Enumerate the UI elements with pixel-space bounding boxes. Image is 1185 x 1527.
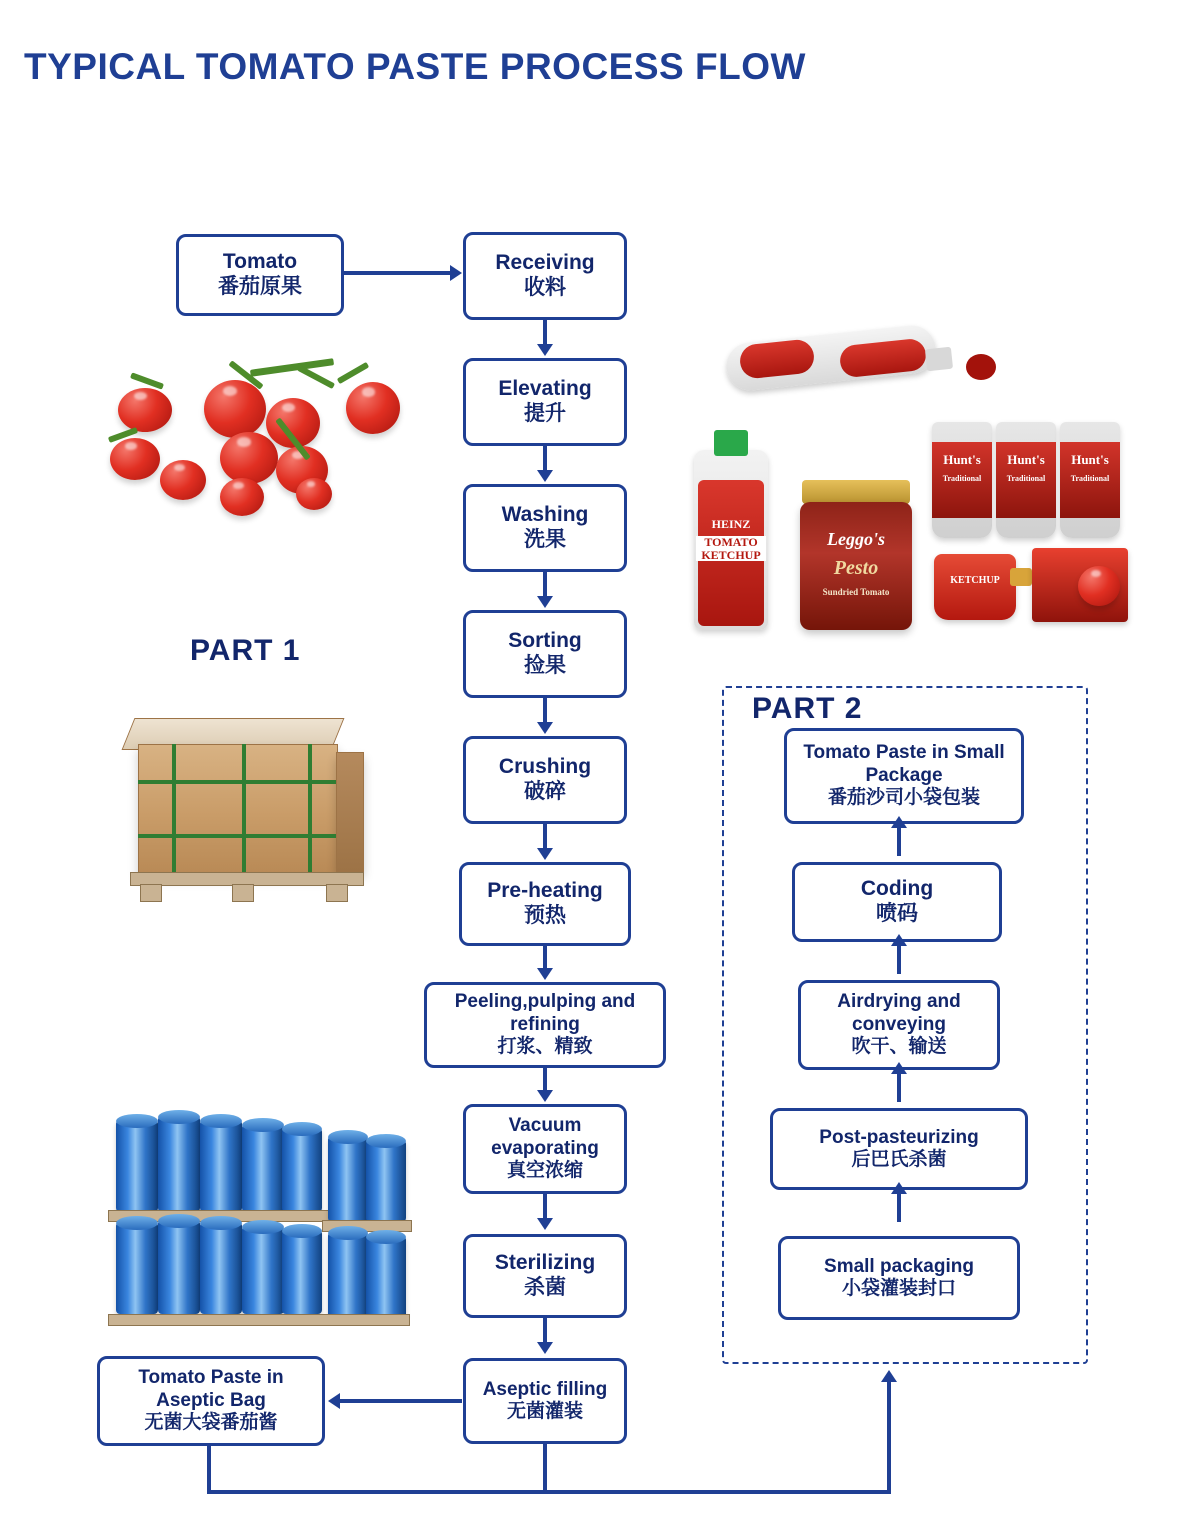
connector-sorting-crushing [543, 698, 547, 724]
node-peeling-zh: 打浆、精致 [497, 1036, 593, 1058]
arrow-sorting-crushing [537, 722, 553, 734]
jar-lid [802, 480, 910, 504]
node-crushing-en: Crushing [498, 755, 592, 779]
node-vacuum-en: Vacuum evaporating [491, 1115, 599, 1159]
node-small-packaging[interactable] [778, 1236, 1020, 1320]
node-sorting-en: Sorting [508, 629, 582, 653]
tomato-products-image: HEINZ TOMATO KETCHUP Leggo's Pesto Sundried Tomato Hunt's Traditional Hunt's Traditional Hunt's Traditional KETCHUP [680, 330, 1150, 660]
node-aseptic-filling-zh: 无菌灌装 [506, 1401, 583, 1422]
node-receiving[interactable] [463, 232, 627, 320]
node-washing-zh: 洗果 [524, 528, 566, 551]
connector-sterilizing-aseptic-filling [543, 1318, 547, 1344]
node-airdrying-zh: 吹干、输送 [851, 1036, 947, 1058]
arrow-washing-sorting [537, 596, 553, 608]
node-aseptic-filling[interactable] [463, 1358, 627, 1444]
connector-receiving-elevating [543, 320, 547, 346]
node-airdrying-en: Airdrying and conveying [837, 991, 961, 1035]
node-receiving-zh: 收料 [524, 276, 566, 299]
connector-preheating-peeling [543, 946, 547, 970]
node-peeling-en: Peeling,pulping and refining [454, 991, 636, 1035]
arrow-filling-bag [328, 1393, 340, 1409]
connector-tomato-receiving [344, 271, 451, 275]
node-washing-en: Washing [501, 503, 589, 527]
pouch-3: Hunt's Traditional [1060, 422, 1120, 538]
arrow-crushing-preheating [537, 848, 553, 860]
node-elevating-zh: 提升 [524, 402, 566, 425]
pouch-1: Hunt's Traditional [932, 422, 992, 538]
connector-bottom-horizontal [207, 1490, 891, 1494]
node-preheating-en: Pre-heating [487, 879, 603, 903]
carton-box-image [120, 718, 370, 908]
node-post-pasteurizing-zh: 后巴氏杀菌 [851, 1149, 947, 1170]
node-coding-zh: 喷码 [876, 902, 918, 925]
node-sterilizing-zh: 杀菌 [524, 1276, 566, 1299]
node-small-package-en: Tomato Paste in Small Package [803, 742, 1005, 786]
node-post-pasteurizing-en: Post-pasteurizing [819, 1126, 979, 1148]
connector-filling-down [543, 1444, 547, 1494]
connector-washing-sorting [543, 572, 547, 598]
connector-bag-down [207, 1444, 211, 1494]
node-coding[interactable] [792, 862, 1002, 942]
node-crushing-zh: 破碎 [524, 780, 566, 803]
node-small-packaging-zh: 小袋灌装封口 [841, 1278, 956, 1299]
spout-pouch [934, 554, 1016, 620]
node-vacuum[interactable] [463, 1104, 627, 1194]
connector-peeling-vacuum [543, 1068, 547, 1092]
node-tomato-zh: 番茄原果 [218, 275, 302, 298]
arrow-receiving-elevating [537, 344, 553, 356]
node-aseptic-bag-zh: 无菌大袋番茄酱 [144, 1412, 278, 1434]
arrow-preheating-peeling [537, 968, 553, 980]
arrow-peeling-vacuum [537, 1090, 553, 1102]
node-sterilizing-en: Sterilizing [494, 1251, 596, 1275]
node-small-package[interactable] [784, 728, 1024, 824]
connector-packaging-pasteurizing [897, 1192, 901, 1222]
node-preheating[interactable] [459, 862, 631, 946]
node-aseptic-filling-en: Aseptic filling [482, 1378, 608, 1400]
node-receiving-en: Receiving [495, 251, 595, 275]
arrow-coding-small-package [891, 816, 907, 828]
arrow-vacuum-sterilizing [537, 1218, 553, 1230]
node-washing[interactable] [463, 484, 627, 572]
pouch-2: Hunt's Traditional [996, 422, 1056, 538]
part-1-label: PART 1 [190, 634, 301, 667]
page-title: TYPICAL TOMATO PASTE PROCESS FLOW [24, 46, 806, 87]
connector-airdrying-coding [897, 944, 901, 974]
fresh-tomatoes-image [100, 360, 420, 540]
node-peeling[interactable] [424, 982, 666, 1068]
node-elevating[interactable] [463, 358, 627, 446]
node-preheating-zh: 预热 [524, 904, 566, 927]
arrow-into-part2 [881, 1370, 897, 1382]
connector-coding-small-package [897, 826, 901, 856]
node-aseptic-bag[interactable] [97, 1356, 325, 1446]
node-coding-en: Coding [860, 877, 934, 901]
node-sorting-zh: 捡果 [524, 654, 566, 677]
blue-drums-image [100, 1110, 410, 1325]
node-elevating-en: Elevating [498, 377, 592, 401]
node-vacuum-zh: 真空浓缩 [506, 1160, 583, 1182]
node-aseptic-bag-en: Tomato Paste in Aseptic Bag [138, 1367, 284, 1411]
connector-filling-bag [340, 1399, 462, 1403]
node-crushing[interactable] [463, 736, 627, 824]
connector-vacuum-sterilizing [543, 1194, 547, 1220]
arrow-tomato-receiving [450, 265, 462, 281]
arrow-airdrying-coding [891, 934, 907, 946]
node-airdrying[interactable] [798, 980, 1000, 1070]
node-post-pasteurizing[interactable] [770, 1108, 1028, 1190]
node-small-packaging-en: Small packaging [824, 1255, 974, 1277]
node-tomato-en: Tomato [222, 250, 298, 274]
node-tomato[interactable] [176, 234, 344, 316]
arrow-elevating-washing [537, 470, 553, 482]
connector-pasteurizing-airdrying [897, 1072, 901, 1102]
node-sterilizing[interactable] [463, 1234, 627, 1318]
node-sorting[interactable] [463, 610, 627, 698]
part-2-label: PART 2 [752, 692, 863, 725]
arrow-packaging-pasteurizing [891, 1182, 907, 1194]
arrow-sterilizing-aseptic-filling [537, 1342, 553, 1354]
connector-crushing-preheating [543, 824, 547, 850]
arrow-pasteurizing-airdrying [891, 1062, 907, 1074]
node-small-package-zh: 番茄沙司小袋包装 [827, 787, 980, 809]
connector-part2-up [887, 1382, 891, 1492]
connector-elevating-washing [543, 446, 547, 472]
